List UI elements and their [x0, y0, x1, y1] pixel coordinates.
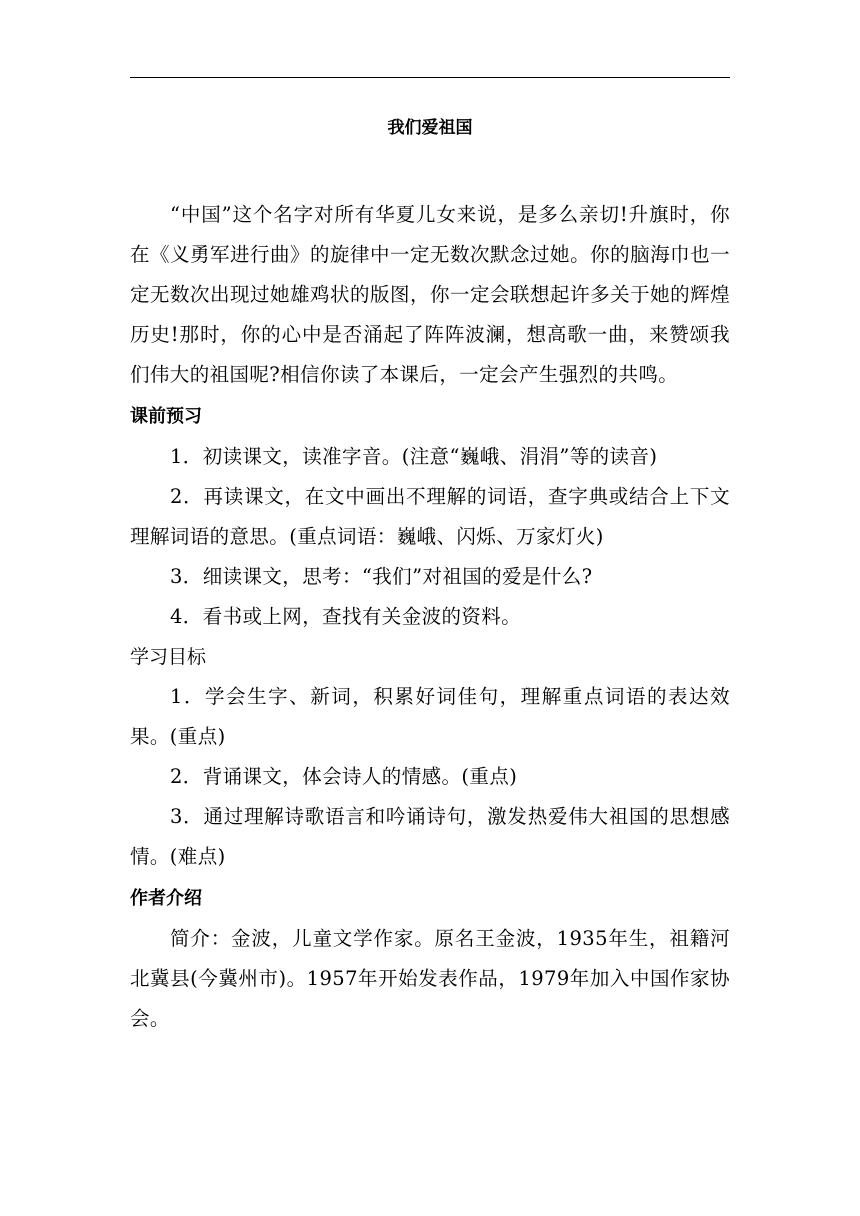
header-rule — [130, 77, 730, 78]
preview-item-2: 2．再读课文，在文中画出不理解的词语，查字典或结合上下文理解词语的意思。(重点词语：巍峨、闪烁、万家灯火) — [130, 485, 730, 548]
goal-item-2: 2．背诵课文，体会诗人的情感。(重点) — [170, 765, 518, 788]
author-paragraph: 简介：金波，儿童文学作家。原名王金波，1935年生，祖籍河北冀县(今冀州市)。1957年开始发表作品，1979年加入中国作家协会。 — [130, 927, 730, 1030]
intro-paragraph: “中国”这个名字对所有华夏儿女来说，是多么亲切!升旗时，你在《义勇军进行曲》的旋律中一定无数次默念过她。你的脑海巾也一定无数次出现过她雄鸡状的版图，你一定会联想起许多关于她的辉煌历史!那时，你的心中是否涌起了阵阵波澜，想高歌一曲，来赞颂我们伟大的祖国呢?相信你读了本课后，一定会产生强烈的共鸣。 — [130, 203, 730, 386]
document-body — [130, 195, 730, 1039]
goal-item-1: 1．学会生字、新词，积累好词佳句，理解重点词语的表达效果。(重点) — [130, 685, 730, 748]
preview-item-4: 4．看书或上网，查找有关金波的资料。 — [170, 605, 522, 628]
preview-item-1: 1．初读课文，读准字音。(注意“巍峨、涓涓”等的读音) — [170, 445, 658, 468]
goals-heading: 学习目标 — [130, 646, 207, 668]
preview-heading: 课前预习 — [130, 406, 202, 427]
author-heading: 作者介绍 — [130, 888, 202, 909]
document-title: 我们爱祖国 — [387, 118, 473, 138]
goal-item-3: 3．通过理解诗歌语言和吟诵诗句，激发热爱伟大祖国的思想感情。(难点) — [130, 805, 730, 868]
preview-item-3: 3．细读课文，思考：“我们”对祖国的爱是什么? — [170, 565, 593, 588]
